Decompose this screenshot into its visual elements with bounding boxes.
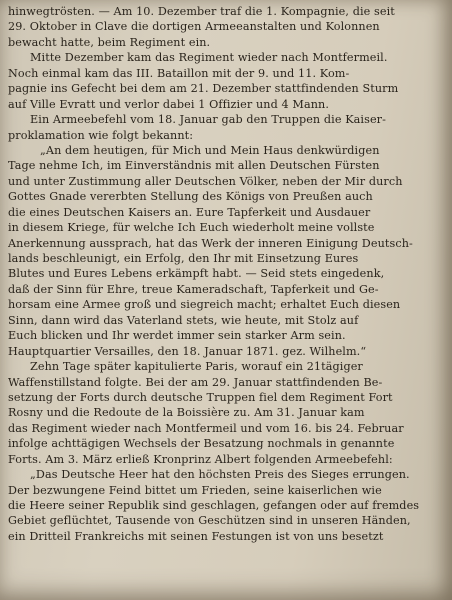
text-line: Waffenstillstand folgte. Bei der am 29. Januar stattfindenden Be- (8, 375, 383, 389)
text-line: ein Dritteil Frankreichs mit seinen Festungen ist von uns besetzt (8, 529, 384, 543)
text-line: Euch blicken und Ihr werdet immer sein starker Arm sein. (8, 329, 346, 343)
text-line: setzung der Forts durch deutsche Truppen fiel dem Regiment Fort (8, 390, 393, 404)
text-line: proklamation wie folgt bekannt: (8, 128, 194, 142)
text-line: „Das Deutsche Heer hat den höchsten Preis des Sieges errungen. (30, 468, 410, 482)
text-line: auf Ville Evratt und verlor dabei 1 Offizier und 4 Mann. (8, 97, 329, 111)
text-line: Anerkennung aussprach, hat das Werk der inneren Einigung Deutsch- (8, 236, 413, 250)
text-line: infolge achttägigen Wechsels der Besatzung nochmals in genannte (8, 437, 395, 451)
text-line: Tage nehme Ich, im Einverständnis mit allen Deutschen Fürsten (8, 159, 380, 173)
text-line: und unter Zustimmung aller Deutschen Völker, neben der Mir durch (8, 174, 403, 188)
text-line: die eines Deutschen Kaisers an. Eure Tapferkeit und Ausdauer (8, 205, 371, 219)
page-text-body (8, 4, 444, 544)
text-line: Hauptquartier Versailles, den 18. Januar 1871. gez. Wilhelm.“ (8, 344, 367, 358)
text-line: Rosny und die Redoute de la Boissière zu. Am 31. Januar kam (8, 406, 365, 420)
text-line: Gottes Gnade vererbten Stellung des Königs von Preußen auch (8, 190, 373, 204)
text-line: Sinn, dann wird das Vaterland stets, wie heute, mit Stolz auf (8, 313, 359, 327)
text-line: Blutes und Eures Lebens erkämpft habt. — Seid stets eingedenk, (8, 267, 385, 281)
text-line: Zehn Tage später kapitulierte Paris, worauf ein 21tägiger (30, 360, 363, 374)
text-line: „An dem heutigen, für Mich und Mein Haus denkwürdigen (40, 143, 380, 157)
text-line: bewacht hatte, beim Regiment ein. (8, 35, 211, 49)
text-line: pagnie ins Gefecht bei dem am 21. Dezember stattfindenden Sturm (8, 82, 399, 96)
text-line: Ein Armeebefehl vom 18. Januar gab den Truppen die Kaiser- (30, 113, 386, 127)
text-line: Gebiet geflüchtet, Tausende von Geschützen sind in unseren Händen, (8, 514, 411, 528)
text-line: hinwegtrösten. — Am 10. Dezember traf die 1. Kompagnie, die seit (8, 5, 395, 18)
text-line: das Regiment wieder nach Montfermeil und vom 16. bis 24. Februar (8, 421, 404, 435)
text-line: in diesem Kriege, für welche Ich Euch wiederholt meine vollste (8, 221, 375, 235)
text-line: die Heere seiner Republik sind geschlagen, gefangen oder auf fremdes (8, 499, 420, 512)
text-line: lands beschleunigt, ein Erfolg, den Ihr mit Einsetzung Eures (8, 252, 359, 265)
text-line: daß der Sinn für Ehre, treue Kameradschaft, Tapferkeit und Ge- (8, 282, 379, 296)
text-line: 29. Oktober in Clave die dortigen Armeeanstalten und Kolonnen (8, 20, 380, 34)
text-line: horsam eine Armee groß und siegreich macht; erhaltet Euch diesen (8, 298, 401, 312)
text-line: Der bezwungene Feind bittet um Frieden, seine kaiserlichen wie (8, 483, 382, 497)
text-line: Mitte Dezember kam das Regiment wieder nach Montfermeil. (30, 51, 388, 65)
text-line: Noch einmal kam das III. Bataillon mit der 9. und 11. Kom- (8, 66, 350, 80)
text-line: Forts. Am 3. März erließ Kronprinz Albert folgenden Armeebefehl: (8, 452, 393, 466)
